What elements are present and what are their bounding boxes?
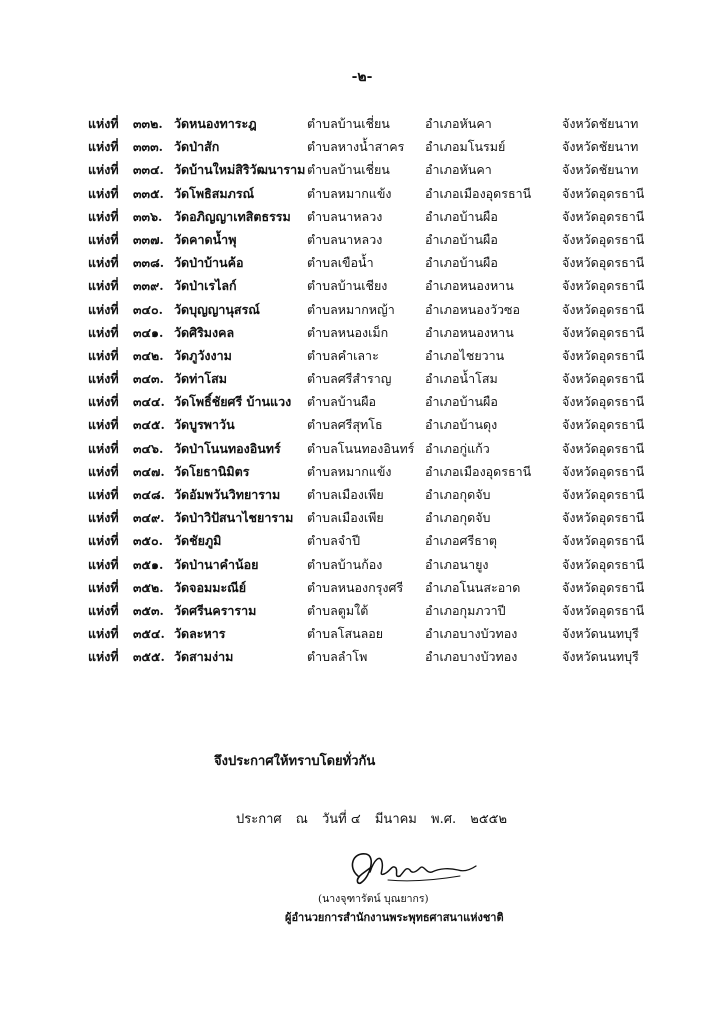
subdistrict-name: ตำบลศรีสุทโธ (307, 417, 383, 433)
announce-year: ๒๕๕๒ (470, 812, 508, 827)
province-name: จังหวัดอุดรธานี (562, 487, 645, 502)
province-name: จังหวัดอุดรธานี (562, 255, 645, 271)
temple-name: วัดจอมมะณีย์ (174, 579, 247, 595)
item-prefix: แห่งที่ (88, 371, 119, 387)
item-prefix: แห่งที่ (88, 231, 119, 247)
district-name: อำเภอบ้านดุง (425, 417, 498, 433)
subdistrict-name: ตำบลเมืองเพีย (307, 510, 384, 526)
list-item (0, 437, 724, 460)
province-name: จังหวัดอุดรธานี (562, 533, 645, 549)
item-prefix: แห่งที่ (88, 347, 119, 363)
item-prefix: แห่งที่ (88, 463, 119, 479)
province-name: จังหวัดอุดรธานี (562, 579, 645, 595)
signatory-name: (นางจุฑารัตน์ บุณยากร) (318, 893, 429, 905)
subdistrict-name: ตำบลศรีสำราญ (307, 371, 392, 387)
item-number: ๓๔๙. (133, 510, 165, 526)
subdistrict-name: ตำบลโสนลอย (307, 626, 384, 642)
district-name: อำเภอกู่แก้ว (425, 440, 490, 456)
list-item (0, 251, 724, 274)
province-name: จังหวัดชัยนาท (562, 139, 639, 155)
temple-name: วัดศิริมงคล (174, 324, 235, 340)
item-number: ๓๕๕. (133, 649, 165, 665)
subdistrict-name: ตำบลบ้านเชียง (307, 278, 388, 294)
district-name: อำเภอกุดจับ (425, 487, 491, 502)
temple-name: วัดบุญญานุสรณ์ (174, 301, 260, 317)
province-name: จังหวัดอุดรธานี (562, 208, 645, 224)
item-number: ๓๕๔. (133, 626, 165, 642)
subdistrict-name: ตำบลบ้านเชี่ยน (307, 162, 390, 178)
page-number: -๒- (351, 69, 373, 85)
subdistrict-name: ตำบลจำปี (307, 533, 361, 549)
item-number: ๓๔๗. (133, 463, 165, 479)
temple-name: วัดอภิญญาเทสิตธรรม (174, 208, 291, 224)
item-number: ๓๕๒. (133, 579, 164, 595)
province-name: จังหวัดอุดรธานี (562, 347, 645, 363)
province-name: จังหวัดนนทบุรี (562, 626, 639, 642)
district-name: อำเภอกุดจับ (425, 510, 491, 526)
temple-name: วัดป่านาคำน้อย (174, 556, 259, 572)
item-number: ๓๓๒. (133, 116, 163, 131)
item-prefix: แห่งที่ (88, 626, 119, 642)
province-name: จังหวัดอุดรธานี (562, 185, 645, 201)
list-item (0, 367, 724, 390)
list-item (0, 205, 724, 228)
temple-name: วัดชัยภูมิ (174, 533, 222, 549)
subdistrict-name: ตำบลบ้านผือ (307, 394, 377, 410)
district-name: อำเภอหนองวัวซอ (425, 301, 520, 317)
temple-list (0, 112, 724, 669)
district-name: อำเภอบางบัวทอง (425, 626, 518, 642)
province-name: จังหวัดชัยนาท (562, 162, 639, 178)
district-name: อำเภอกุมภวาปี (425, 602, 506, 618)
temple-name: วัดอัมพวันวิทยาราม (174, 487, 281, 502)
district-name: อำเภอเมืองอุดรธานี (425, 463, 532, 479)
province-name: จังหวัดอุดรธานี (562, 301, 645, 317)
temple-name: วัดโพธิ์ชัยศรี บ้านแวง (174, 394, 292, 410)
item-number: ๓๔๑. (133, 324, 164, 340)
subdistrict-name: ตำบลหนองเม็ก (307, 324, 389, 340)
list-item (0, 158, 724, 181)
subdistrict-name: ตำบลลำโพ (307, 649, 368, 665)
item-number: ๓๓๘. (133, 255, 165, 271)
item-prefix: แห่งที่ (88, 185, 119, 201)
list-item (0, 274, 724, 297)
temple-name: วัดป่าโนนทองอินทร์ (174, 440, 281, 456)
district-name: อำเภอโนนสะอาด (425, 579, 521, 595)
subdistrict-name: ตำบลหางน้ำสาคร (307, 139, 405, 155)
list-item (0, 483, 724, 506)
temple-name: วัดละหาร (174, 626, 226, 642)
temple-name: วัดคาดน้ำพุ (174, 231, 237, 247)
item-number: ๓๕๐. (133, 533, 163, 549)
handwritten-signature (340, 846, 480, 890)
temple-name: วัดบูรพาวัน (174, 417, 235, 433)
item-number: ๓๔๖. (133, 440, 164, 456)
item-number: ๓๕๑. (133, 556, 164, 572)
item-prefix: แห่งที่ (88, 579, 119, 595)
temple-name: วัดท่าโสม (174, 371, 227, 387)
list-item (0, 506, 724, 529)
district-name: อำเภอศรีธาตุ (425, 533, 497, 549)
list-item (0, 298, 724, 321)
item-prefix: แห่งที่ (88, 533, 119, 549)
district-name: อำเภอหันคา (425, 116, 492, 131)
district-name: อำเภอมโนรมย์ (425, 139, 506, 155)
item-prefix: แห่งที่ (88, 324, 119, 340)
item-prefix: แห่งที่ (88, 162, 119, 178)
list-item (0, 529, 724, 552)
province-name: จังหวัดนนทบุรี (562, 649, 639, 665)
subdistrict-name: ตำบลบ้านก้อง (307, 556, 383, 572)
temple-name: วัดภูวังงาม (174, 347, 232, 363)
district-name: อำเภอบ้านผือ (425, 208, 498, 224)
list-item (0, 622, 724, 645)
item-number: ๓๓๗. (133, 231, 164, 247)
list-item (0, 344, 724, 367)
province-name: จังหวัดอุดรธานี (562, 440, 645, 456)
subdistrict-name: ตำบลหมากแข้ง (307, 463, 392, 479)
list-item (0, 390, 724, 413)
item-prefix: แห่งที่ (88, 255, 119, 271)
announce-label: ประกาศ (236, 812, 282, 827)
item-prefix: แห่งที่ (88, 394, 119, 410)
subdistrict-name: ตำบลหมากแข้ง (307, 185, 392, 201)
subdistrict-name: ตำบลตูมใต้ (307, 602, 369, 618)
province-name: จังหวัดอุดรธานี (562, 417, 645, 433)
list-item (0, 460, 724, 483)
province-name: จังหวัดอุดรธานี (562, 394, 645, 410)
temple-name: วัดป่าวิปัสนาไชยาราม (174, 510, 294, 526)
item-number: ๓๕๓. (133, 602, 164, 618)
item-prefix: แห่งที่ (88, 417, 119, 433)
item-prefix: แห่งที่ (88, 301, 119, 317)
item-prefix: แห่งที่ (88, 649, 119, 665)
list-item (0, 228, 724, 251)
announce-at: ณ (295, 812, 308, 827)
district-name: อำเภอบ้านผือ (425, 255, 498, 271)
item-number: ๓๔๔. (133, 394, 165, 410)
announce-month: มีนาคม (374, 812, 417, 827)
province-name: จังหวัดอุดรธานี (562, 231, 645, 247)
subdistrict-name: ตำบลเมืองเพีย (307, 487, 384, 502)
list-item (0, 599, 724, 622)
temple-name: วัดบ้านใหม่สิริวัฒนาราม (174, 162, 306, 178)
province-name: จังหวัดชัยนาท (562, 116, 639, 131)
district-name: อำเภอหันคา (425, 162, 492, 178)
announce-day: วันที่ ๔ (321, 812, 361, 827)
list-item (0, 182, 724, 205)
item-number: ๓๔๘. (133, 487, 166, 502)
subdistrict-name: ตำบลโนนทองอินทร์ (307, 440, 415, 456)
item-prefix: แห่งที่ (88, 510, 119, 526)
list-item (0, 112, 724, 135)
province-name: จังหวัดอุดรธานี (562, 324, 645, 340)
item-prefix: แห่งที่ (88, 602, 119, 618)
province-name: จังหวัดอุดรธานี (562, 602, 645, 618)
item-prefix: แห่งที่ (88, 556, 119, 572)
list-item (0, 413, 724, 436)
item-number: ๓๓๓. (133, 139, 163, 155)
item-number: ๓๔๕. (133, 417, 165, 433)
list-item (0, 135, 724, 158)
province-name: จังหวัดอุดรธานี (562, 278, 645, 294)
subdistrict-name: ตำบลคำเลาะ (307, 347, 379, 363)
temple-name: วัดโพธิสมภรณ์ (174, 185, 255, 201)
list-item (0, 645, 724, 668)
subdistrict-name: ตำบลบ้านเชี่ยน (307, 116, 390, 131)
district-name: อำเภอไชยวาน (425, 347, 505, 363)
item-prefix: แห่งที่ (88, 440, 119, 456)
item-number: ๓๓๕. (133, 185, 164, 201)
district-name: อำเภอเมืองอุดรธานี (425, 185, 532, 201)
signatory-title: ผู้อำนวยการสำนักงานพระพุทธศาสนาแห่งชาติ (285, 911, 504, 924)
item-number: ๓๓๙. (133, 278, 164, 294)
temple-name: วัดโยธานิมิตร (174, 463, 250, 479)
item-number: ๓๓๔. (133, 162, 164, 178)
announce-era: พ.ศ. (431, 812, 457, 827)
item-prefix: แห่งที่ (88, 139, 119, 155)
subdistrict-name: ตำบลนาหลวง (307, 231, 383, 247)
province-name: จังหวัดอุดรธานี (562, 371, 645, 387)
item-prefix: แห่งที่ (88, 208, 119, 224)
item-number: ๓๔๐. (133, 301, 163, 317)
list-item (0, 321, 724, 344)
district-name: อำเภอน้ำโสม (425, 371, 498, 387)
district-name: อำเภอหนองหาน (425, 278, 514, 294)
district-name: อำเภอหนองหาน (425, 324, 514, 340)
district-name: อำเภอบ้านผือ (425, 231, 498, 247)
announcement-date (236, 808, 517, 829)
district-name: อำเภอบ้านผือ (425, 394, 498, 410)
subdistrict-name: ตำบลหนองกรุงศรี (307, 579, 404, 595)
temple-name: วัดศรีนคราราม (174, 602, 257, 618)
item-prefix: แห่งที่ (88, 278, 119, 294)
temple-name: วัดป่าเรไลก์ (174, 278, 237, 294)
item-prefix: แห่งที่ (88, 116, 119, 131)
temple-name: วัดป่าสัก (174, 139, 220, 155)
item-prefix: แห่งที่ (88, 487, 119, 502)
item-number: ๓๔๒. (133, 347, 164, 363)
temple-name: วัดหนองทาระฎ (174, 116, 257, 131)
temple-name: วัดสามง่าม (174, 649, 234, 665)
list-item (0, 553, 724, 576)
item-number: ๓๓๖. (133, 208, 163, 224)
district-name: อำเภอบางบัวทอง (425, 649, 518, 665)
province-name: จังหวัดอุดรธานี (562, 463, 645, 479)
subdistrict-name: ตำบลเขือน้ำ (307, 255, 374, 271)
province-name: จังหวัดอุดรธานี (562, 510, 645, 526)
district-name: อำเภอนายูง (425, 556, 489, 572)
list-item (0, 576, 724, 599)
closing-statement: จึงประกาศให้ทราบโดยทั่วกัน (214, 754, 376, 769)
temple-name: วัดป่าบ้านค้อ (174, 255, 244, 271)
province-name: จังหวัดอุดรธานี (562, 556, 645, 572)
subdistrict-name: ตำบลนาหลวง (307, 208, 383, 224)
subdistrict-name: ตำบลหมากหญ้า (307, 301, 395, 317)
item-number: ๓๔๓. (133, 371, 164, 387)
